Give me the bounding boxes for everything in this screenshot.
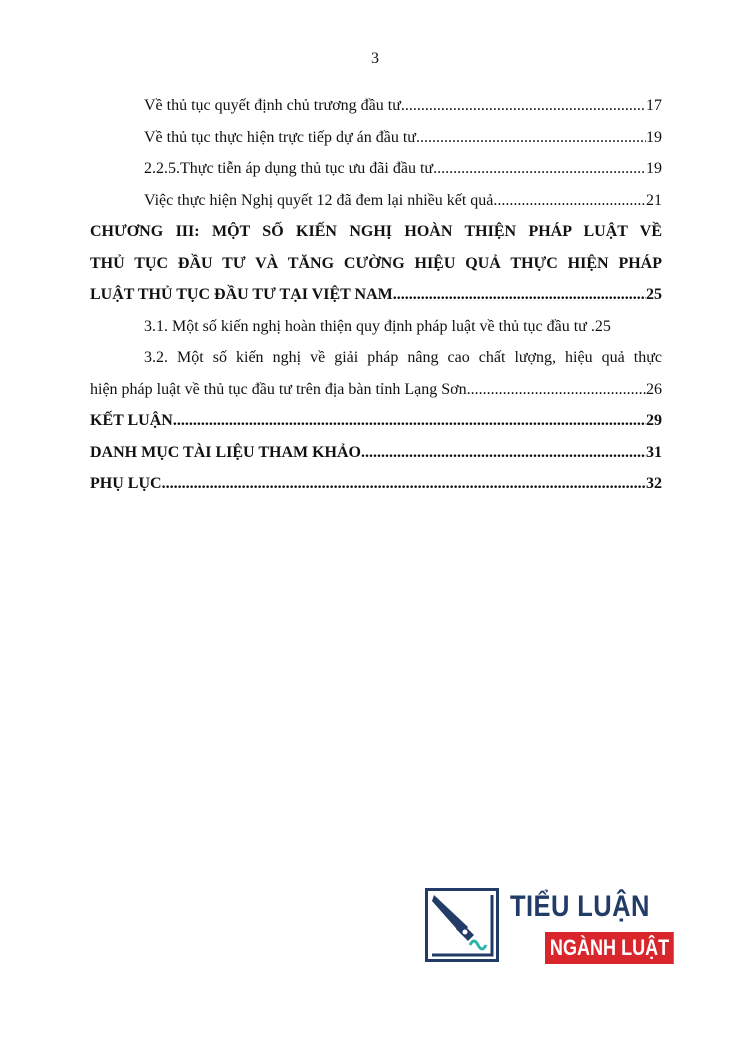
- toc-entry-references[interactable]: [90, 437, 662, 469]
- toc-entry-text: 3.1. Một số kiến nghị hoàn thiện quy định pháp luật về thủ tục đầu tư .25: [144, 317, 611, 335]
- toc-leader-dots: [467, 374, 646, 406]
- toc-entry-page: 32: [646, 475, 662, 492]
- toc-entry-text: 2.2.5.Thực tiễn áp dụng thủ tục ưu đãi đầu tư: [144, 160, 434, 177]
- section-3-2-line-2-text: hiện pháp luật về thủ tục đầu tư trên địa bàn tỉnh Lạng Sơn: [90, 380, 467, 398]
- toc-entry[interactable]: [90, 122, 662, 154]
- toc-entry-text: Việc thực hiện Nghị quyết 12 đã đem lại nhiều kết quả: [144, 191, 494, 209]
- chapter-3-line-2: THỦ TỤC ĐẦU TƯ VÀ TĂNG CƯỜNG HIỆU QUẢ THỰC HIỆN PHÁP: [90, 254, 662, 272]
- toc-entry-page: 19: [646, 160, 662, 177]
- toc-entry-text: Về thủ tục quyết định chủ trương đầu tư: [144, 97, 401, 114]
- chapter-3-line-3: [90, 279, 662, 311]
- table-of-contents: [90, 90, 662, 500]
- toc-chapter-3[interactable]: [90, 216, 662, 311]
- toc-leader-dots: [416, 122, 646, 154]
- toc-entry-text: KẾT LUẬN: [90, 412, 173, 429]
- toc-entry-page: 17: [646, 97, 662, 114]
- chapter-3-line-1: CHƯƠNG III: MỘT SỐ KIẾN NGHỊ HOÀN THIỆN PHÁP LUẬT VỀ: [90, 223, 662, 240]
- toc-entry[interactable]: [90, 153, 662, 185]
- toc-entry[interactable]: [90, 90, 662, 122]
- toc-entry-page: 21: [646, 191, 662, 209]
- toc-leader-dots: [433, 153, 646, 185]
- toc-entry-text: DANH MỤC TÀI LIỆU THAM KHẢO: [90, 443, 361, 461]
- section-3-2-line-2: [90, 374, 662, 406]
- toc-leader-dots: [401, 90, 646, 122]
- toc-entry[interactable]: [90, 185, 662, 217]
- page-number: 3: [371, 50, 379, 67]
- toc-entry-page: 29: [646, 412, 662, 429]
- toc-entry-3-2[interactable]: [90, 342, 662, 405]
- toc-entry-conclusion[interactable]: [90, 405, 662, 437]
- toc-leader-dots: [493, 185, 646, 217]
- logo-title: TIỂU LUẬN: [510, 890, 650, 923]
- toc-leader-dots: [173, 405, 646, 437]
- pen-nib-icon: [425, 888, 499, 962]
- toc-entry-page: 31: [646, 443, 662, 461]
- toc-entry-text: PHỤ LỤC: [90, 475, 162, 492]
- toc-entry-appendix[interactable]: [90, 468, 662, 500]
- toc-leader-dots: [162, 468, 646, 500]
- logo-subtitle: NGÀNH LUẬT: [545, 932, 674, 964]
- toc-entry-page: 19: [646, 128, 662, 146]
- logo: [425, 888, 670, 968]
- toc-leader-dots: [393, 279, 646, 311]
- chapter-3-line-3-text: LUẬT THỦ TỤC ĐẦU TƯ TẠI VIỆT NAM: [90, 286, 393, 303]
- section-3-2-line-1: 3.2. Một số kiến nghị về giải pháp nâng cao chất lượng, hiệu quả thực: [144, 349, 662, 366]
- toc-entry-page: 25: [646, 286, 662, 303]
- toc-leader-dots: [361, 437, 646, 469]
- toc-entry-3-1[interactable]: [90, 311, 662, 343]
- toc-entry-page: 26: [646, 380, 662, 398]
- toc-entry-text: Về thủ tục thực hiện trực tiếp dự án đầu tư: [144, 128, 416, 146]
